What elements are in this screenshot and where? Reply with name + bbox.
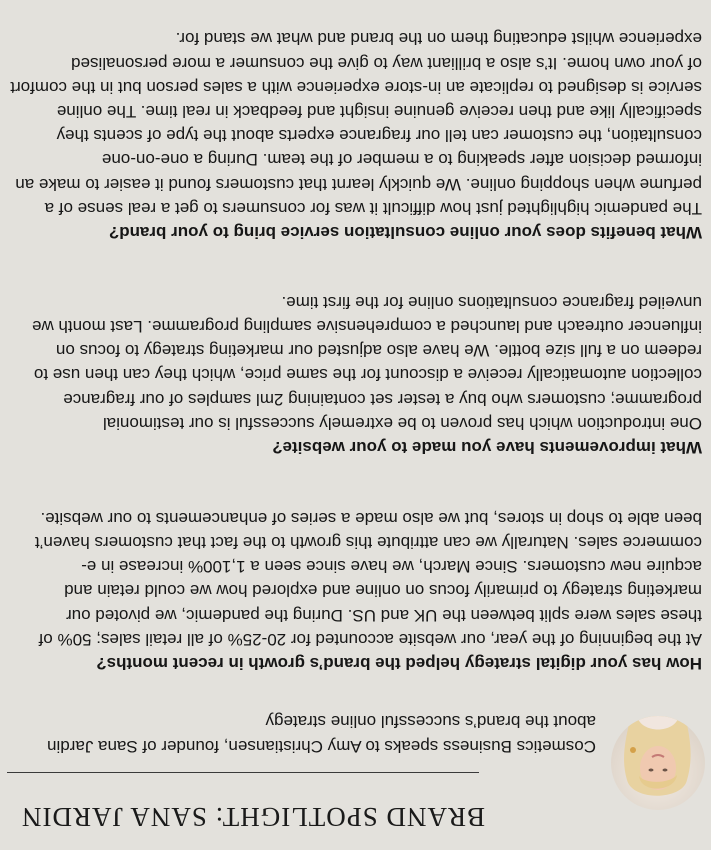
- portrait-image: [611, 716, 705, 810]
- qa-section-3: [9, 26, 702, 244]
- page-title: BRAND SPOTLIGHT: SANA JARDIN: [21, 802, 485, 832]
- answer-paragraph: One introduction which has proven to be extremely successful is our testimonial programme; customers who buy a tester set containing 2ml samples of our fragrance collection automatically receive a discount for the same price, which they can then use to redeem on a full size bottle. We have also adjusted our marketing strategy to focus on influencer outreach and launched a comprehensive sampling programme. Last month we unveiled fragrance consultations online for the first time.: [32, 292, 702, 433]
- answer-paragraph: At the beginning of the year, our website accounted for 20-25% of all retail sales; 50% of these sales were split between the UK and US. During the pandemic, we pivoted our marketing strategy to primarily focus on online and explored how we could retain and acquire new customers. Since March, we have since seen a 1,100% increase in e-commerce sales. Naturally we can attribute this growth to the fact that customers haven’t been able to shop in stores, but we also made a series of enhancements to our website.: [34, 508, 702, 649]
- question-heading: How has your digital strategy helped the brand’s growth in recent months?: [96, 654, 702, 673]
- founder-portrait: [611, 716, 705, 810]
- question-heading: What benefits does your online consultation service bring to your brand?: [108, 223, 702, 242]
- answer-paragraph: The pandemic highlighted just how difficult it was for consumers to get a real sense of a perfume when shopping online. We quickly learnt that customers found it easier to make an informed decision after speaking to a member of the team. During a one-on-one consultation, the customer can tell our fragrance experts about the type of scents they specifically like and then receive genuine insight and feedback in real time. The online service is designed to replicate an in-store experience with a sales person but in the comfort of your own home. It’s also a brilliant way to give the consumer a more personalised experience whilst educating them on the brand and what we stand for.: [10, 29, 702, 218]
- qa-section-1: [9, 506, 702, 675]
- question-heading: What improvements have you made to your website?: [272, 438, 702, 457]
- qa-section-2: [9, 290, 702, 459]
- article-intro: Cosmetics Business speaks to Amy Christiansen, founder of Sana Jardin about the brand’s successful online strategy: [47, 712, 596, 756]
- title-divider: [7, 772, 479, 773]
